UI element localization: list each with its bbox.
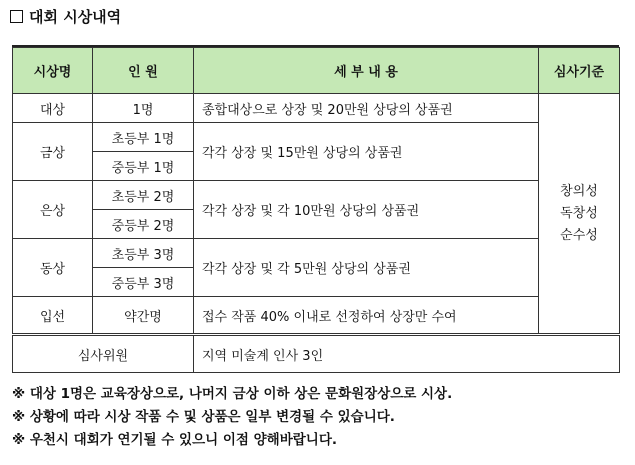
notes bbox=[12, 383, 452, 452]
criteria-item: 순수성 bbox=[560, 227, 598, 243]
award-count: 약간명 bbox=[93, 297, 194, 335]
judges-label: 심사위원 bbox=[13, 335, 194, 373]
table-row bbox=[13, 123, 620, 152]
award-name: 대상 bbox=[13, 94, 93, 123]
award-count: 중등부 1명 bbox=[93, 152, 194, 181]
col-count: 인 원 bbox=[93, 48, 194, 94]
note-item: ※ 우천시 대회가 연기될 수 있으니 이점 양해바랍니다. bbox=[12, 432, 338, 448]
award-name: 입선 bbox=[13, 297, 93, 335]
criteria-cell bbox=[539, 94, 620, 335]
section-heading bbox=[10, 6, 121, 27]
col-criteria: 심사기준 bbox=[539, 48, 620, 94]
award-detail: 접수 작품 40% 이내로 선정하여 상장만 수여 bbox=[194, 297, 539, 335]
award-detail: 각각 상장 및 각 10만원 상당의 상품권 bbox=[194, 181, 539, 239]
note-item: ※ 상황에 따라 시상 작품 수 및 상품은 일부 변경될 수 있습니다. bbox=[12, 409, 395, 425]
criteria-item: 독창성 bbox=[560, 205, 598, 221]
award-count: 초등부 2명 bbox=[93, 181, 194, 210]
award-count: 초등부 3명 bbox=[93, 239, 194, 268]
award-count: 1명 bbox=[93, 94, 194, 123]
award-detail: 각각 상장 및 15만원 상당의 상품권 bbox=[194, 123, 539, 181]
award-count: 초등부 1명 bbox=[93, 123, 194, 152]
criteria-item: 창의성 bbox=[560, 183, 598, 199]
judges-value: 지역 미술계 인사 3인 bbox=[194, 335, 620, 373]
award-name: 은상 bbox=[13, 181, 93, 239]
table-row bbox=[13, 94, 620, 123]
judges-row bbox=[13, 335, 620, 373]
table-header-row bbox=[13, 48, 620, 94]
col-award-name: 시상명 bbox=[13, 48, 93, 94]
award-detail: 종합대상으로 상장 및 20만원 상당의 상품권 bbox=[194, 94, 539, 123]
checkbox-square-icon bbox=[10, 10, 23, 23]
col-detail: 세 부 내 용 bbox=[194, 48, 539, 94]
award-table-container bbox=[12, 45, 619, 373]
table-row bbox=[13, 181, 620, 210]
table-row bbox=[13, 297, 620, 335]
note-item: ※ 대상 1명은 교육장상으로, 나머지 금상 이하 상은 문화원장상으로 시상. bbox=[12, 386, 453, 402]
heading-text: 대회 시상내역 bbox=[29, 8, 122, 26]
award-count: 중등부 2명 bbox=[93, 210, 194, 239]
award-name: 동상 bbox=[13, 239, 93, 297]
award-detail: 각각 상장 및 각 5만원 상당의 상품권 bbox=[194, 239, 539, 297]
award-table bbox=[12, 47, 620, 373]
table-row bbox=[13, 239, 620, 268]
award-name: 금상 bbox=[13, 123, 93, 181]
award-count: 중등부 3명 bbox=[93, 268, 194, 297]
